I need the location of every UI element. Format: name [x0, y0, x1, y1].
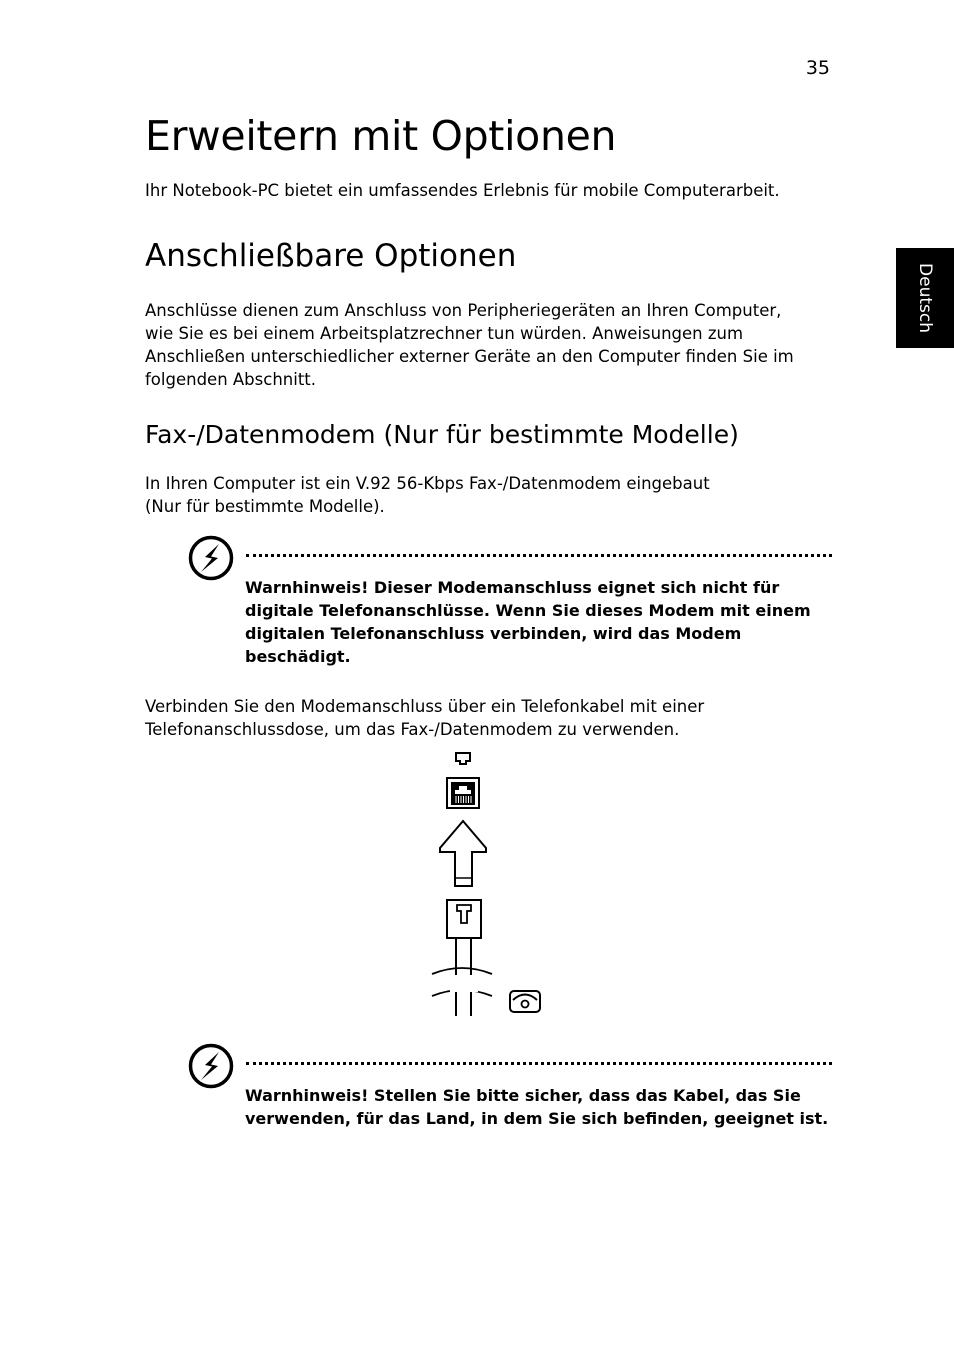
page-title: Erweitern mit Optionen — [145, 112, 617, 160]
connect-paragraph — [145, 695, 704, 741]
warning-divider — [246, 1062, 832, 1068]
warning-line: Warnhinweis! Dieser Modemanschluss eignet sich nicht für — [245, 578, 780, 597]
warning-line: beschädigt. — [245, 647, 351, 666]
page-number: 35 — [805, 57, 830, 79]
telephone-icon — [510, 991, 540, 1012]
warning-line: digitalen Telefonanschluss verbinden, wird das Modem — [245, 624, 742, 643]
paragraph-line: (Nur für bestimmte Modelle). — [145, 497, 385, 516]
warning-line: digitale Telefonanschlüsse. Wenn Sie dieses Modem mit einem — [245, 601, 811, 620]
section-heading: Anschließbare Optionen — [145, 238, 517, 274]
rj11-port-icon — [447, 778, 479, 808]
intro-text: Ihr Notebook-PC bietet ein umfassendes Erlebnis für mobile Computerarbeit. — [145, 181, 780, 200]
paragraph-line: wie Sie es bei einem Arbeitsplatzrechner tun würden. Anweisungen zum — [145, 324, 744, 343]
warning-divider — [246, 554, 832, 560]
paragraph-line: Telefonanschlussdose, um das Fax-/Datenmodem zu verwenden. — [145, 720, 680, 739]
warning-line: verwenden, für das Land, in dem Sie sich befinden, geeignet ist. — [245, 1109, 829, 1128]
paragraph-line: Anschlüsse dienen zum Anschluss von Peripheriegeräten an Ihren Computer, — [145, 301, 782, 320]
warning-text — [245, 576, 811, 668]
modem-connection-figure — [430, 748, 550, 1023]
lightning-warning-icon — [188, 535, 234, 581]
rj11-plug-icon — [432, 900, 492, 1016]
paragraph-line: folgenden Abschnitt. — [145, 370, 317, 389]
modem-port-symbol-icon — [456, 753, 470, 764]
lightning-warning-icon — [188, 1043, 234, 1089]
language-tab — [896, 248, 954, 348]
language-tab-label: Deutsch — [915, 263, 935, 333]
arrow-up-icon — [440, 821, 486, 886]
section-paragraph — [145, 299, 794, 391]
paragraph-line: In Ihren Computer ist ein V.92 56-Kbps Fax-/Datenmodem eingebaut — [145, 474, 710, 493]
subsection-heading: Fax-/Datenmodem (Nur für bestimmte Modelle) — [145, 420, 739, 449]
modem-paragraph — [145, 472, 710, 518]
warning-text — [245, 1084, 828, 1130]
paragraph-line: Verbinden Sie den Modemanschluss über ein Telefonkabel mit einer — [145, 697, 705, 716]
warning-line: Warnhinweis! Stellen Sie bitte sicher, dass das Kabel, das Sie — [245, 1086, 801, 1105]
paragraph-line: Anschließen unterschiedlicher externer Geräte an den Computer finden Sie im — [145, 347, 794, 366]
